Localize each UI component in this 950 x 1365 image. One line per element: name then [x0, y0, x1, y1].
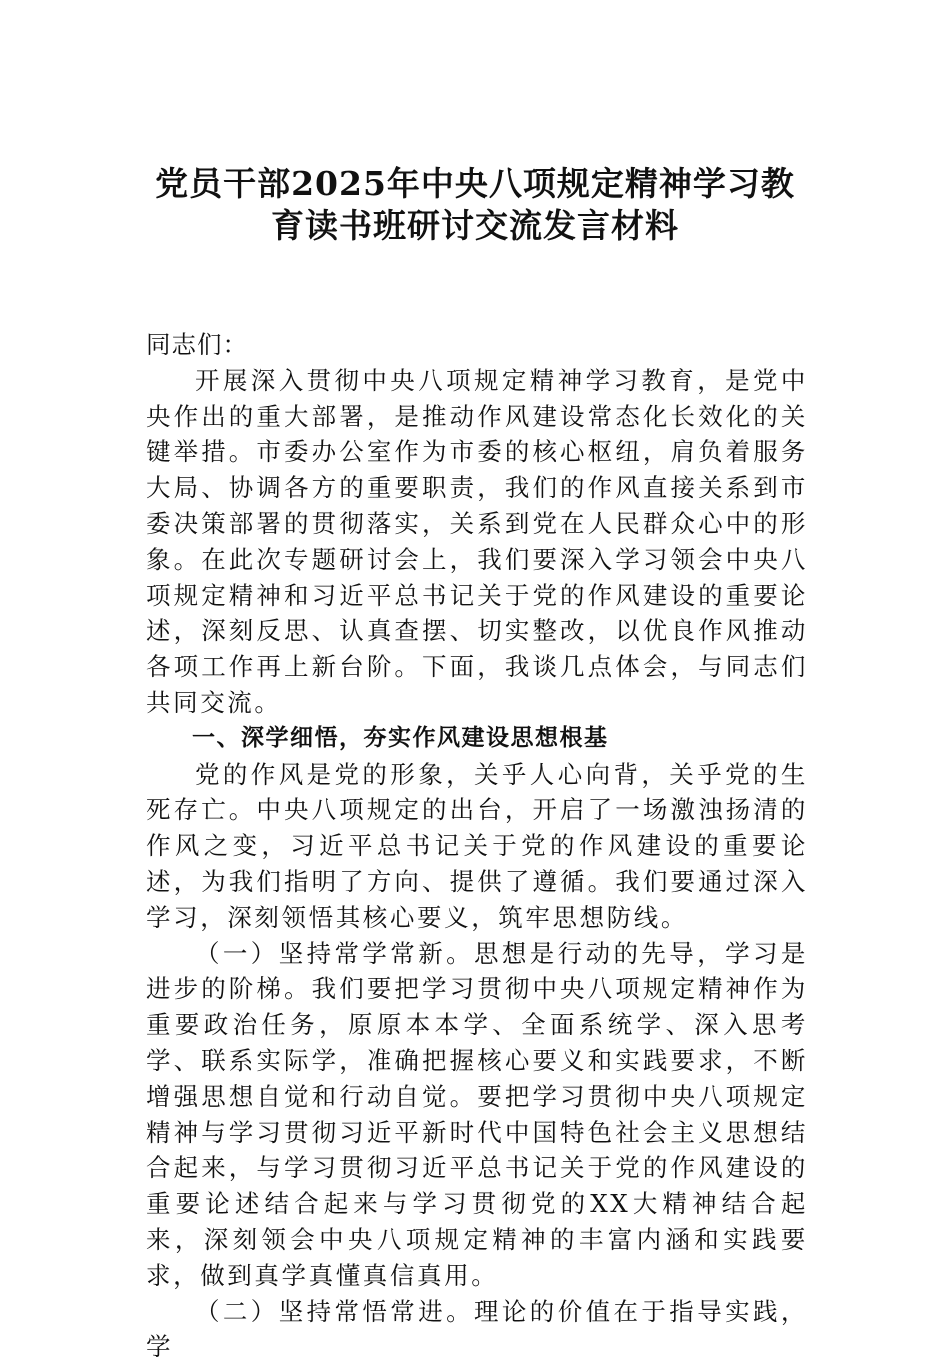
section-1-paragraph: 党的作风是党的形象，关乎人心向背，关乎党的生死存亡。中央八项规定的出台，开启了一场激浊扬清的作风之变，习近平总书记关于党的作风建设的重要论述，为我们指明了方向、提供了遵循。我们要通过深入学习，深刻领悟其核心要义，筑牢思想防线。	[146, 759, 808, 932]
point-2-paragraph: （二）坚持常悟常进。理论的价值在于指导实践，学	[146, 1296, 808, 1362]
greeting: 同志们：	[146, 330, 248, 359]
section-1-heading: 一、深学细悟，夯实作风建设思想根基	[192, 724, 609, 751]
intro-paragraph: 开展深入贯彻中央八项规定精神学习教育，是党中央作出的重大部署，是推动作风建设常态化长效化的关键举措。市委办公室作为市委的核心枢纽，肩负着服务大局、协调各方的重要职责，我们的作风直接关系到市委决策部署的贯彻落实，关系到党在人民群众心中的形象。在此次专题研讨会上，我们要深入学习领会中央八项规定精神和习近平总书记关于党的作风建设的重要论述，深刻反思、认真查摆、切实整改，以优良作风推动各项工作再上新台阶。下面，我谈几点体会，与同志们共同交流。	[146, 365, 808, 717]
point-1-paragraph: （一）坚持常学常新。思想是行动的先导，学习是进步的阶梯。我们要把学习贯彻中央八项规定精神作为重要政治任务，原原本本学、全面系统学、深入思考学、联系实际学，准确把握核心要义和实践要求，不断增强思想自觉和行动自觉。要把学习贯彻中央八项规定精神与学习贯彻习近平新时代中国特色社会主义思想结合起来，与学习贯彻习近平总书记关于党的作风建设的重要论述结合起来与学习贯彻党的XX大精神结合起来，深刻领会中央八项规定精神的丰富内涵和实践要求，做到真学真懂真信真用。	[146, 938, 808, 1290]
document-title-line-1: 党员干部2025年中央八项规定精神学习教	[155, 164, 795, 203]
document-title-line-2: 育读书班研讨交流发言材料	[271, 206, 679, 245]
document-body	[146, 327, 808, 1365]
